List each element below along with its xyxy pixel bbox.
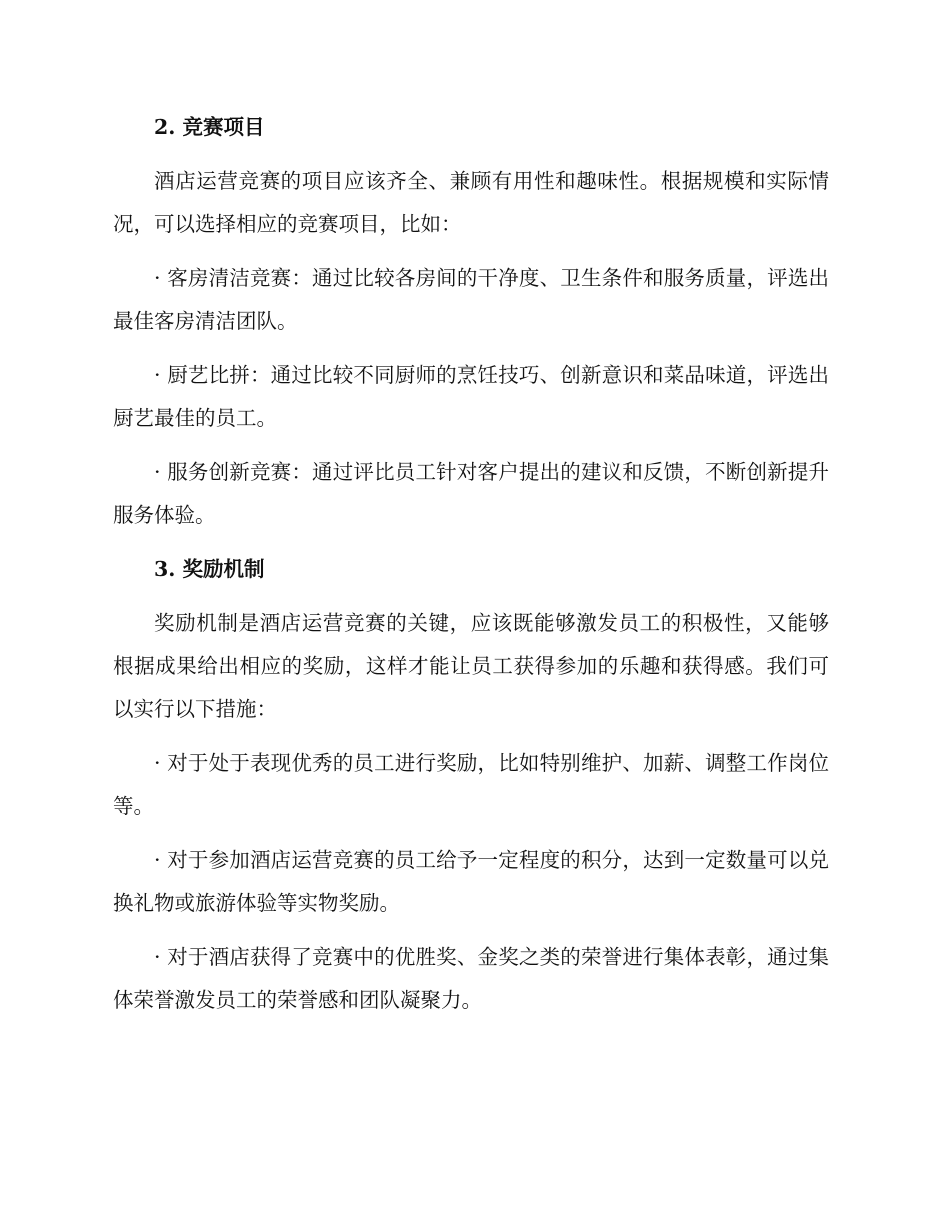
paragraph-intro: 酒店运营竞赛的项目应该齐全、兼顾有用性和趣味性。根据规模和实际情况，可以选择相应的竞赛项目，比如： <box>113 169 829 236</box>
bullet-cooking-contest: · 厨艺比拼：通过比较不同厨师的烹饪技巧、创新意识和菜品味道，评选出厨艺最佳的员工。 <box>113 363 829 430</box>
bullet-reward-collective: · 对于酒店获得了竞赛中的优胜奖、金奖之类的荣誉进行集体表彰，通过集体荣誉激发员工的荣誉感和团队凝聚力。 <box>113 945 829 1012</box>
document-body <box>113 106 829 1033</box>
section-heading-competition-items: 2. 竞赛项目 <box>154 115 265 139</box>
section-heading-reward-mechanism: 3. 奖励机制 <box>154 557 265 581</box>
bullet-service-innovation: · 服务创新竞赛：通过评比员工针对客户提出的建议和反馈，不断创新提升服务体验。 <box>113 460 829 527</box>
bullet-reward-excellent: · 对于处于表现优秀的员工进行奖励，比如特别维护、加薪、调整工作岗位等。 <box>113 751 829 818</box>
bullet-reward-points: · 对于参加酒店运营竞赛的员工给予一定程度的积分，达到一定数量可以兑换礼物或旅游体验等实物奖励。 <box>113 848 829 915</box>
bullet-room-cleaning: · 客房清洁竞赛：通过比较各房间的干净度、卫生条件和服务质量，评选出最佳客房清洁团队。 <box>113 266 829 333</box>
paragraph-reward-intro: 奖励机制是酒店运营竞赛的关键，应该既能够激发员工的积极性，又能够根据成果给出相应的奖励，这样才能让员工获得参加的乐趣和获得感。我们可以实行以下措施： <box>113 611 829 721</box>
